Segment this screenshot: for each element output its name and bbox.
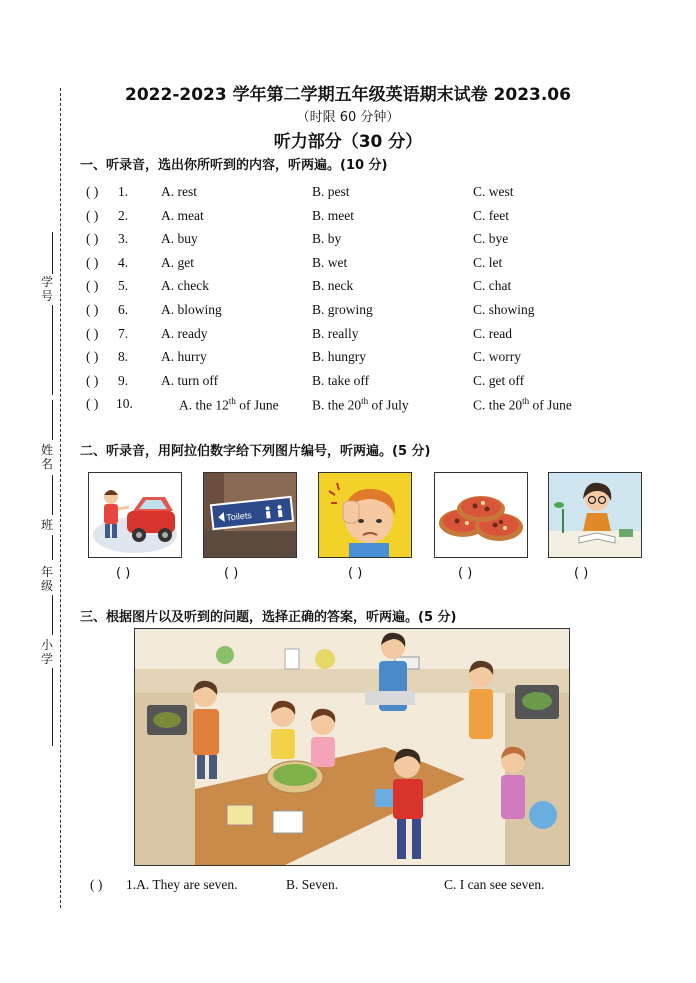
option-b: B. really [312, 326, 359, 341]
question-row [86, 302, 646, 322]
option-a: A. ready [161, 326, 208, 341]
question-row [86, 326, 646, 346]
sign-text: Toilets [225, 510, 253, 523]
answer-paren[interactable]: ( ) [86, 396, 99, 411]
option-c: C. showing [473, 302, 535, 317]
option-b: B. Seven. [286, 877, 339, 892]
option-c: C. bye [473, 231, 509, 246]
answer-blank[interactable]: ( ) [348, 566, 363, 581]
student-number-line [52, 232, 53, 274]
question-number: 7. [118, 326, 129, 341]
student-number-label: 学号 [40, 275, 53, 303]
option-b: B. neck [312, 278, 354, 293]
answer-paren[interactable]: ( ) [86, 302, 99, 317]
section3-title: 三、根据图片以及听到的问题，选择正确的答案，听两遍。(5 分) [80, 610, 457, 625]
question-number: 3. [118, 231, 129, 246]
question-number: 2. [118, 208, 129, 223]
school-line [52, 595, 53, 635]
grade-line [52, 535, 53, 560]
question-option-a: 1.A. They are seven. [126, 877, 238, 892]
question-row [86, 278, 646, 298]
option-a: A. the 12th of June [179, 396, 279, 413]
answer-paren[interactable]: ( ) [86, 373, 99, 388]
option-b: B. take off [312, 373, 370, 388]
question-row [86, 231, 646, 251]
picture-headache-boy [318, 472, 412, 558]
answer-paren[interactable]: ( ) [86, 231, 99, 246]
option-b: B. by [312, 231, 342, 246]
student-number-line-2 [52, 305, 53, 395]
answer-paren[interactable]: ( ) [86, 184, 99, 199]
answer-blank[interactable]: ( ) [116, 566, 131, 581]
class-line [52, 475, 53, 515]
option-a: A. turn off [161, 373, 219, 388]
grade-label: 年级 [40, 565, 53, 593]
option-b: B. growing [312, 302, 373, 317]
option-a: A. hurry [161, 349, 207, 364]
school-line-2 [52, 668, 53, 746]
option-c: C. chat [473, 278, 512, 293]
answer-paren[interactable]: ( ) [86, 349, 99, 364]
option-a: A. meat [161, 208, 204, 223]
picture-girl-reading [548, 472, 642, 558]
school-label: 小学 [40, 638, 53, 666]
option-a: A. blowing [161, 302, 222, 317]
section1-title: 一、听录音，选出你所听到的内容，听两遍。(10 分) [80, 158, 388, 173]
picture-toilets-sign [203, 472, 297, 558]
name-label: 姓名 [40, 443, 53, 471]
question-row [86, 184, 646, 204]
picture-pizzas [434, 472, 528, 558]
question-number: 1. [118, 184, 129, 199]
option-c: C. I can see seven. [444, 877, 545, 892]
name-line [52, 400, 53, 440]
answer-blank[interactable]: ( ) [224, 566, 239, 581]
answer-paren[interactable]: ( ) [86, 278, 99, 293]
question-number: 8. [118, 349, 129, 364]
answer-paren[interactable]: ( ) [86, 208, 99, 223]
class-label: 班 [40, 518, 53, 532]
option-a: A. rest [161, 184, 197, 199]
question-number: 10. [116, 396, 133, 411]
question-row [86, 255, 646, 275]
question-row [86, 373, 646, 393]
picture-car [88, 472, 182, 558]
kitchen-scene-picture [134, 628, 570, 866]
question-row [86, 396, 646, 416]
answer-blank[interactable]: ( ) [574, 566, 589, 581]
option-a: A. buy [161, 231, 198, 246]
option-c: C. worry [473, 349, 521, 364]
question-number: 5. [118, 278, 129, 293]
section3-question-row [90, 877, 650, 897]
option-a: A. get [161, 255, 194, 270]
option-b: B. wet [312, 255, 348, 270]
page-title: 2022-2023 学年第二学期五年级英语期末试卷 2023.06 [125, 85, 571, 105]
question-number: 9. [118, 373, 129, 388]
option-b: B. pest [312, 184, 350, 199]
answer-paren[interactable]: ( ) [86, 255, 99, 270]
answer-paren[interactable]: ( ) [86, 326, 99, 341]
question-row [86, 208, 646, 228]
cut-line [60, 88, 61, 908]
option-c: C. west [473, 184, 514, 199]
option-c: C. the 20th of June [473, 396, 572, 413]
answer-blank[interactable]: ( ) [458, 566, 473, 581]
answer-paren[interactable]: ( ) [90, 877, 103, 892]
section2-title: 二、听录音，用阿拉伯数字给下列图片编号，听两遍。(5 分) [80, 444, 431, 459]
option-c: C. get off [473, 373, 525, 388]
option-b: B. meet [312, 208, 354, 223]
time-limit: （时限 60 分钟） [296, 110, 400, 125]
part-title: 听力部分（30 分） [273, 132, 423, 152]
option-b: B. the 20th of July [312, 396, 409, 413]
question-row [86, 349, 646, 369]
option-c: C. let [473, 255, 503, 270]
question-number: 4. [118, 255, 129, 270]
option-c: C. read [473, 326, 512, 341]
option-c: C. feet [473, 208, 509, 223]
option-b: B. hungry [312, 349, 366, 364]
option-a: A. check [161, 278, 209, 293]
question-number: 6. [118, 302, 129, 317]
